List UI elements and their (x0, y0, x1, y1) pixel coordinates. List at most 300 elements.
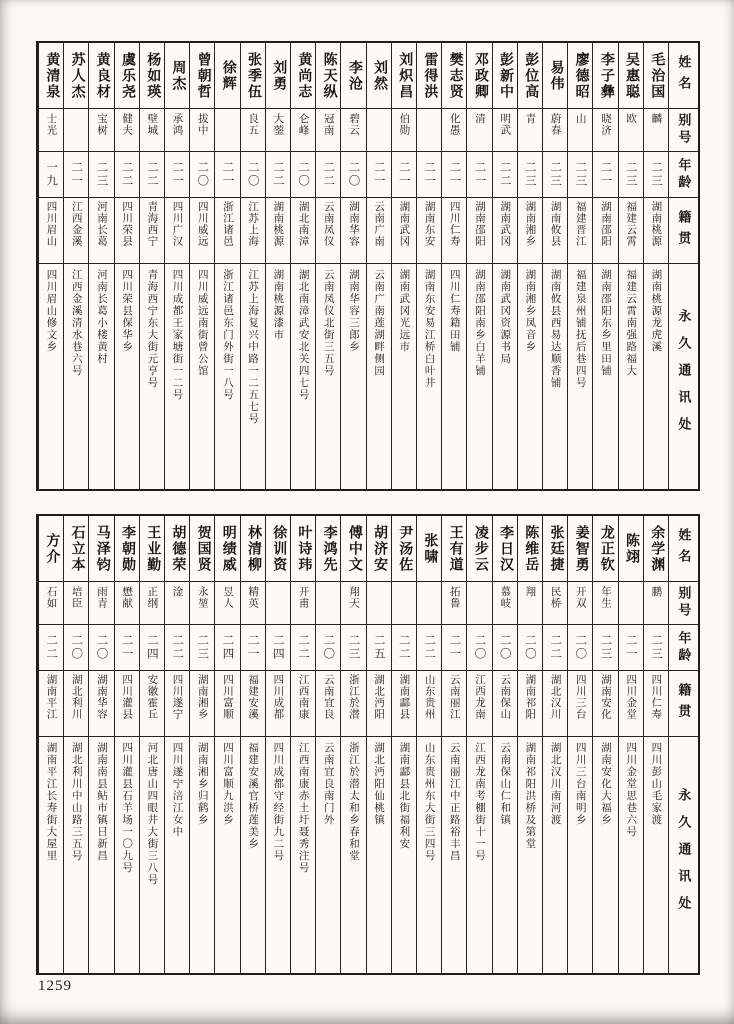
person-origin: 福建云霄 (619, 198, 643, 264)
person-address: 湖南邵阳南乡白羊铺 (473, 269, 485, 377)
person-column (517, 43, 542, 489)
person-address: 云南宜良南门外 (322, 742, 334, 826)
person-age: 二二 (165, 625, 189, 671)
person-origin: 湖南桃源 (644, 198, 668, 264)
person-address: 福建安溪官桥莲美乡 (247, 742, 259, 850)
person-name: 徐辉 (215, 43, 239, 109)
person-age: 二三 (619, 152, 643, 198)
person-age: 二一 (442, 152, 466, 198)
person-age: 二一 (467, 152, 491, 198)
person-origin: 江西金溪 (64, 198, 88, 264)
header-age: 年龄 (669, 152, 698, 198)
person-alias: 石如 (39, 582, 63, 625)
person-origin: 福建晋江 (568, 198, 592, 264)
person-origin: 湖南武冈 (493, 198, 517, 264)
person-alias: 昱人 (215, 582, 239, 625)
person-address: 湖南湘乡归鹤乡 (196, 742, 208, 826)
person-name: 马泽钧 (89, 516, 113, 582)
person-column (214, 43, 239, 489)
person-age: 二一 (417, 152, 441, 198)
person-origin: 河南长葛 (89, 198, 113, 264)
person-age: 二〇 (316, 625, 340, 671)
person-column (492, 516, 517, 973)
person-column (441, 516, 466, 973)
person-origin: 湖南祁阳 (518, 671, 542, 737)
person-address: 湖南平江长寿街大屋里 (45, 742, 57, 862)
person-address: 四川仁寿籍田铺 (448, 269, 460, 353)
person-origin: 四川威远 (190, 198, 214, 264)
person-alias: 欧 (619, 109, 643, 152)
person-column (391, 516, 416, 973)
person-alias: 健夫 (115, 109, 139, 152)
person-alias: 开甫 (291, 582, 315, 625)
person-column (492, 43, 517, 489)
person-origin: 云南保山 (493, 671, 517, 737)
person-age: 二三 (341, 625, 365, 671)
person-age: 二〇 (241, 152, 265, 198)
person-column (366, 43, 391, 489)
person-column (466, 43, 491, 489)
person-name: 刘炽昌 (392, 43, 416, 109)
person-column (643, 43, 668, 489)
person-name: 陈翊 (619, 516, 643, 582)
person-age: 二四 (140, 625, 164, 671)
person-origin: 湖南华容 (341, 198, 365, 264)
person-column (265, 43, 290, 489)
person-address: 福建云霄南强路福大 (625, 269, 637, 377)
person-address: 云南广南莲湖畔侧园 (373, 269, 385, 377)
person-name: 明绩威 (215, 516, 239, 582)
header-address: 永久通讯处 (676, 309, 692, 444)
person-column (542, 43, 567, 489)
header-column (668, 516, 698, 973)
person-age: 二一 (442, 625, 466, 671)
person-address: 湖南湘乡凤音乡 (524, 269, 536, 353)
person-column (366, 516, 391, 973)
person-name: 邓政卿 (467, 43, 491, 109)
person-name: 黄尚志 (291, 43, 315, 109)
person-column (214, 516, 239, 973)
person-address: 江西龙南考棚街十一号 (473, 742, 485, 862)
person-column (290, 43, 315, 489)
person-address: 湖南南县鲇市镇日新昌 (95, 742, 107, 862)
person-address: 湖南邵阳东乡里田铺 (600, 269, 611, 377)
person-age: 二二 (140, 152, 164, 198)
person-origin: 湖南邵阳 (467, 198, 491, 264)
person-age: 二一 (367, 152, 391, 198)
person-name: 苏人杰 (64, 43, 88, 109)
person-alias: 民桥 (543, 582, 567, 625)
person-column (517, 516, 542, 973)
person-address: 湖南祁阳洪桥及第堂 (524, 742, 536, 850)
person-origin: 湖北南漳 (291, 198, 315, 264)
person-age: 二五 (367, 625, 391, 671)
person-address: 云南凤仪北街三五号 (322, 269, 334, 377)
person-alias (266, 582, 290, 625)
person-origin: 四川广汉 (165, 198, 189, 264)
header-origin: 籍贯 (669, 198, 698, 264)
person-origin: 四川仁寿 (644, 671, 668, 737)
person-age: 二一 (115, 625, 139, 671)
person-alias (619, 582, 643, 625)
person-age: 二二 (316, 152, 340, 198)
person-name: 姜智勇 (568, 516, 592, 582)
person-name: 凌步云 (467, 516, 491, 582)
person-name: 李子彝 (593, 43, 617, 109)
person-age: 二〇 (568, 625, 592, 671)
person-address: 浙江诸邑东门外街一八号 (221, 269, 233, 401)
person-origin: 湖南湘乡 (518, 198, 542, 264)
person-alias: 壁城 (140, 109, 164, 152)
person-address: 四川灌县石羊场一〇九号 (121, 742, 133, 874)
person-origin: 湖南武冈 (392, 198, 416, 264)
person-name: 易伟 (543, 43, 567, 109)
person-age: 二三 (190, 625, 214, 671)
person-column (139, 516, 164, 973)
person-name: 方介 (39, 516, 63, 582)
person-age: 二三 (543, 152, 567, 198)
person-column (189, 43, 214, 489)
person-alias: 懋献 (115, 582, 139, 625)
person-origin: 湖南酃县 (392, 671, 416, 737)
person-alias (392, 582, 416, 625)
person-origin: 青海西宁 (140, 198, 164, 264)
person-age: 二三 (518, 152, 542, 198)
person-column (618, 516, 643, 973)
person-address: 四川成都王家塘街一二号 (171, 269, 183, 401)
person-name: 曾朝哲 (190, 43, 214, 109)
person-alias: 淦 (165, 582, 189, 625)
person-name: 傅中文 (341, 516, 365, 582)
person-age: 二二 (543, 625, 567, 671)
person-name: 杨如瑛 (140, 43, 164, 109)
person-column (88, 43, 113, 489)
person-name: 黄良材 (89, 43, 113, 109)
person-alias (367, 109, 391, 152)
person-origin: 云南广南 (367, 198, 391, 264)
person-column (164, 516, 189, 973)
person-age: 二二 (291, 625, 315, 671)
person-name: 龙正钦 (593, 516, 617, 582)
person-origin: 湖南桃源 (266, 198, 290, 264)
header-age: 年龄 (669, 625, 698, 671)
person-age: 一九 (39, 152, 63, 198)
person-alias: 青 (518, 109, 542, 152)
person-alias: 开双 (568, 582, 592, 625)
person-address: 湖北汉川南河渡 (549, 742, 561, 826)
person-alias (467, 582, 491, 625)
person-address: 四川成都守经街九二号 (272, 742, 284, 862)
person-alias: 培臣 (64, 582, 88, 625)
person-column (315, 516, 340, 973)
person-alias: 正纲 (140, 582, 164, 625)
person-name: 胡济安 (367, 516, 391, 582)
person-column (290, 516, 315, 973)
person-address: 四川荣县保华乡 (121, 269, 133, 353)
person-alias: 晓济 (593, 109, 617, 152)
person-address: 河北唐山四眼井大街三八号 (146, 742, 158, 886)
person-name: 雷得洪 (417, 43, 441, 109)
person-name: 胡德荣 (165, 516, 189, 582)
person-alias (417, 109, 441, 152)
person-age: 二一 (619, 625, 643, 671)
person-origin: 四川仁寿 (442, 198, 466, 264)
person-origin: 安徽霍丘 (140, 671, 164, 737)
person-age: 二三 (593, 625, 617, 671)
person-alias: 翔 (518, 582, 542, 625)
person-alias (215, 109, 239, 152)
person-origin: 四川眉山 (39, 198, 63, 264)
person-column (592, 43, 617, 489)
person-age: 二一 (64, 152, 88, 198)
person-name: 余学渊 (644, 516, 668, 582)
person-alias (417, 582, 441, 625)
person-age: 二一 (392, 152, 416, 198)
person-origin: 四川富顺 (215, 671, 239, 737)
person-alias: 麟 (644, 109, 668, 152)
person-alias: 永堃 (190, 582, 214, 625)
person-age: 二三 (644, 152, 668, 198)
person-name: 黄清泉 (39, 43, 63, 109)
person-column (189, 516, 214, 973)
person-origin: 湖南华容 (89, 671, 113, 737)
person-name: 贺国贤 (190, 516, 214, 582)
person-name: 陈天纵 (316, 43, 340, 109)
person-alias: 碧云 (341, 109, 365, 152)
person-age: 二一 (241, 625, 265, 671)
person-origin: 湖北利川 (64, 671, 88, 737)
person-alias (367, 582, 391, 625)
person-name: 张廷捷 (543, 516, 567, 582)
person-name: 陈维岳 (518, 516, 542, 582)
person-column (265, 516, 290, 973)
header-alias: 别号 (669, 582, 698, 625)
person-address: 河南长葛小楼黄村 (95, 269, 107, 365)
person-name: 徐训资 (266, 516, 290, 582)
person-age: 二二 (266, 152, 290, 198)
person-alias: 精英 (241, 582, 265, 625)
header-origin: 籍贯 (669, 671, 698, 737)
person-origin: 浙江於潜 (341, 671, 365, 737)
person-name: 吴惠聪 (619, 43, 643, 109)
person-address: 浙江於潜太和乡春和堂 (347, 742, 359, 862)
person-address: 湖南安化大福乡 (600, 742, 611, 826)
person-address: 四川威远南街曾公馆 (196, 269, 208, 377)
person-name: 王有道 (442, 516, 466, 582)
person-address: 湖南武冈资源书局 (499, 269, 511, 365)
person-column (340, 43, 365, 489)
person-alias: 拓鲁 (442, 582, 466, 625)
person-column (114, 43, 139, 489)
page-number: 1259 (38, 978, 72, 994)
person-name: 张季伍 (241, 43, 265, 109)
person-alias (316, 582, 340, 625)
person-alias: 伯勋 (392, 109, 416, 152)
person-origin: 四川成都 (266, 671, 290, 737)
directory-table-top (36, 41, 700, 491)
person-age: 二三 (89, 152, 113, 198)
person-age: 二二 (417, 625, 441, 671)
person-column (340, 516, 365, 973)
person-origin: 四川金堂 (619, 671, 643, 737)
person-address: 湖南攸县西易达顺香铺 (549, 269, 561, 389)
person-address: 湖南酃县北街福利安 (398, 742, 410, 850)
person-age: 二〇 (518, 625, 542, 671)
person-name: 樊志贤 (442, 43, 466, 109)
person-column (416, 516, 441, 973)
person-name: 毛治国 (644, 43, 668, 109)
person-age: 二一 (165, 152, 189, 198)
person-alias: 士光 (39, 109, 63, 152)
person-address: 湖北南漳武安北关四七号 (297, 269, 309, 401)
person-address: 四川遂宁涪江女中 (171, 742, 183, 838)
person-name: 王业勤 (140, 516, 164, 582)
person-column (240, 43, 265, 489)
person-origin: 云南凤仪 (316, 198, 340, 264)
person-name: 李鸿先 (316, 516, 340, 582)
person-name: 刘然 (367, 43, 391, 109)
person-column (315, 43, 340, 489)
person-origin: 山东贵州 (417, 671, 441, 737)
person-address: 四川彭山毛家渡 (650, 742, 662, 826)
person-address: 湖北利川中山路三五号 (70, 742, 82, 862)
person-name: 叶诗玮 (291, 516, 315, 582)
person-age: 二一 (593, 152, 617, 198)
person-age: 二〇 (64, 625, 88, 671)
person-alias: 翔天 (341, 582, 365, 625)
person-age: 二〇 (291, 152, 315, 198)
person-age: 二四 (266, 625, 290, 671)
person-name: 林清柳 (241, 516, 265, 582)
person-address: 四川富顺九洪乡 (221, 742, 233, 826)
person-address: 湖南武冈光远市 (398, 269, 410, 353)
person-name: 彭新中 (493, 43, 517, 109)
person-origin: 江西南康 (291, 671, 315, 737)
header-address: 永久通讯处 (676, 787, 692, 923)
header-alias: 别号 (669, 109, 698, 152)
person-address: 四川金堂思巷六号 (625, 742, 637, 838)
person-origin: 湖北沔阳 (367, 671, 391, 737)
person-name: 虞乐尧 (115, 43, 139, 109)
person-address: 江西南康赤土圩聂秀注号 (297, 742, 309, 874)
header-column (668, 43, 698, 489)
person-age: 二二 (392, 625, 416, 671)
person-alias: 雨青 (89, 582, 113, 625)
person-column (88, 516, 113, 973)
person-origin: 湖南邵阳 (593, 198, 617, 264)
person-address: 四川三台南明乡 (574, 742, 586, 826)
person-address: 江西金溪清水巷六号 (70, 269, 82, 377)
person-age: 二〇 (467, 625, 491, 671)
person-origin: 湖南湘乡 (190, 671, 214, 737)
person-alias: 宝树 (89, 109, 113, 152)
person-address: 四川眉山修文乡 (45, 269, 57, 353)
person-age: 二三 (644, 625, 668, 671)
person-column (466, 516, 491, 973)
person-column (643, 516, 668, 973)
person-address: 湖南华容三郎乡 (347, 269, 359, 353)
person-name: 廖德昭 (568, 43, 592, 109)
person-alias: 仑峰 (291, 109, 315, 152)
person-origin: 湖南攸县 (543, 198, 567, 264)
person-alias: 山 (568, 109, 592, 152)
person-age: 二二 (39, 625, 63, 671)
person-address: 云南丽江中正路裕丰昌 (448, 742, 460, 862)
person-name: 石立本 (64, 516, 88, 582)
person-address: 湖南东安易江桥白叶井 (423, 269, 435, 389)
person-address: 山东贵州东大街三四号 (423, 742, 435, 862)
person-origin: 云南宜良 (316, 671, 340, 737)
person-alias: 清 (467, 109, 491, 152)
person-name: 尹汤佐 (392, 516, 416, 582)
person-age: 二〇 (493, 625, 517, 671)
person-age: 二一 (215, 152, 239, 198)
person-address: 江苏上海复兴中路一二五七号 (247, 269, 259, 425)
person-column (441, 43, 466, 489)
person-name: 周杰 (165, 43, 189, 109)
person-name: 张啸 (417, 516, 441, 582)
person-alias: 冠南 (316, 109, 340, 152)
person-alias: 明武 (493, 109, 517, 152)
person-column (567, 516, 592, 973)
person-column (164, 43, 189, 489)
person-column (139, 43, 164, 489)
person-column (618, 43, 643, 489)
person-column (63, 43, 88, 489)
person-address: 福建泉州铺抚后巷四号 (574, 269, 586, 389)
person-age: 二四 (215, 625, 239, 671)
person-alias: 鹏 (644, 582, 668, 625)
person-column (240, 516, 265, 973)
person-origin: 湖南平江 (39, 671, 63, 737)
person-name: 李日汉 (493, 516, 517, 582)
directory-table-bottom (36, 514, 700, 975)
person-origin: 四川三台 (568, 671, 592, 737)
person-age: 二〇 (89, 625, 113, 671)
person-age: 二二 (115, 152, 139, 198)
person-column (567, 43, 592, 489)
person-address: 湖南桃源龙虎溪 (650, 269, 662, 353)
person-alias: 良五 (241, 109, 265, 152)
person-origin: 湖南安化 (593, 671, 617, 737)
person-alias: 拔中 (190, 109, 214, 152)
person-origin: 浙江诸邑 (215, 198, 239, 264)
person-alias: 承鸿 (165, 109, 189, 152)
header-name: 姓名 (669, 43, 698, 109)
person-origin: 湖南东安 (417, 198, 441, 264)
person-alias: 化愚 (442, 109, 466, 152)
person-address: 云南保山仁和镇 (499, 742, 511, 826)
person-age: 二二 (493, 152, 517, 198)
person-origin: 福建安溪 (241, 671, 265, 737)
person-origin: 云南丽江 (442, 671, 466, 737)
person-alias: 年生 (593, 582, 617, 625)
person-column (416, 43, 441, 489)
person-alias: 大蓥 (266, 109, 290, 152)
person-column (592, 516, 617, 973)
person-address: 湖南桃源漆市 (272, 269, 284, 341)
person-name: 刘勇 (266, 43, 290, 109)
person-column (63, 516, 88, 973)
person-origin: 四川灌县 (115, 671, 139, 737)
person-origin: 湖北汉川 (543, 671, 567, 737)
person-origin: 江苏上海 (241, 198, 265, 264)
person-alias: 蔚春 (543, 109, 567, 152)
person-address: 湖北沔阳仙桃镇 (373, 742, 385, 826)
person-origin: 四川荣县 (115, 198, 139, 264)
person-alias (64, 109, 88, 152)
person-age: 二三 (568, 152, 592, 198)
